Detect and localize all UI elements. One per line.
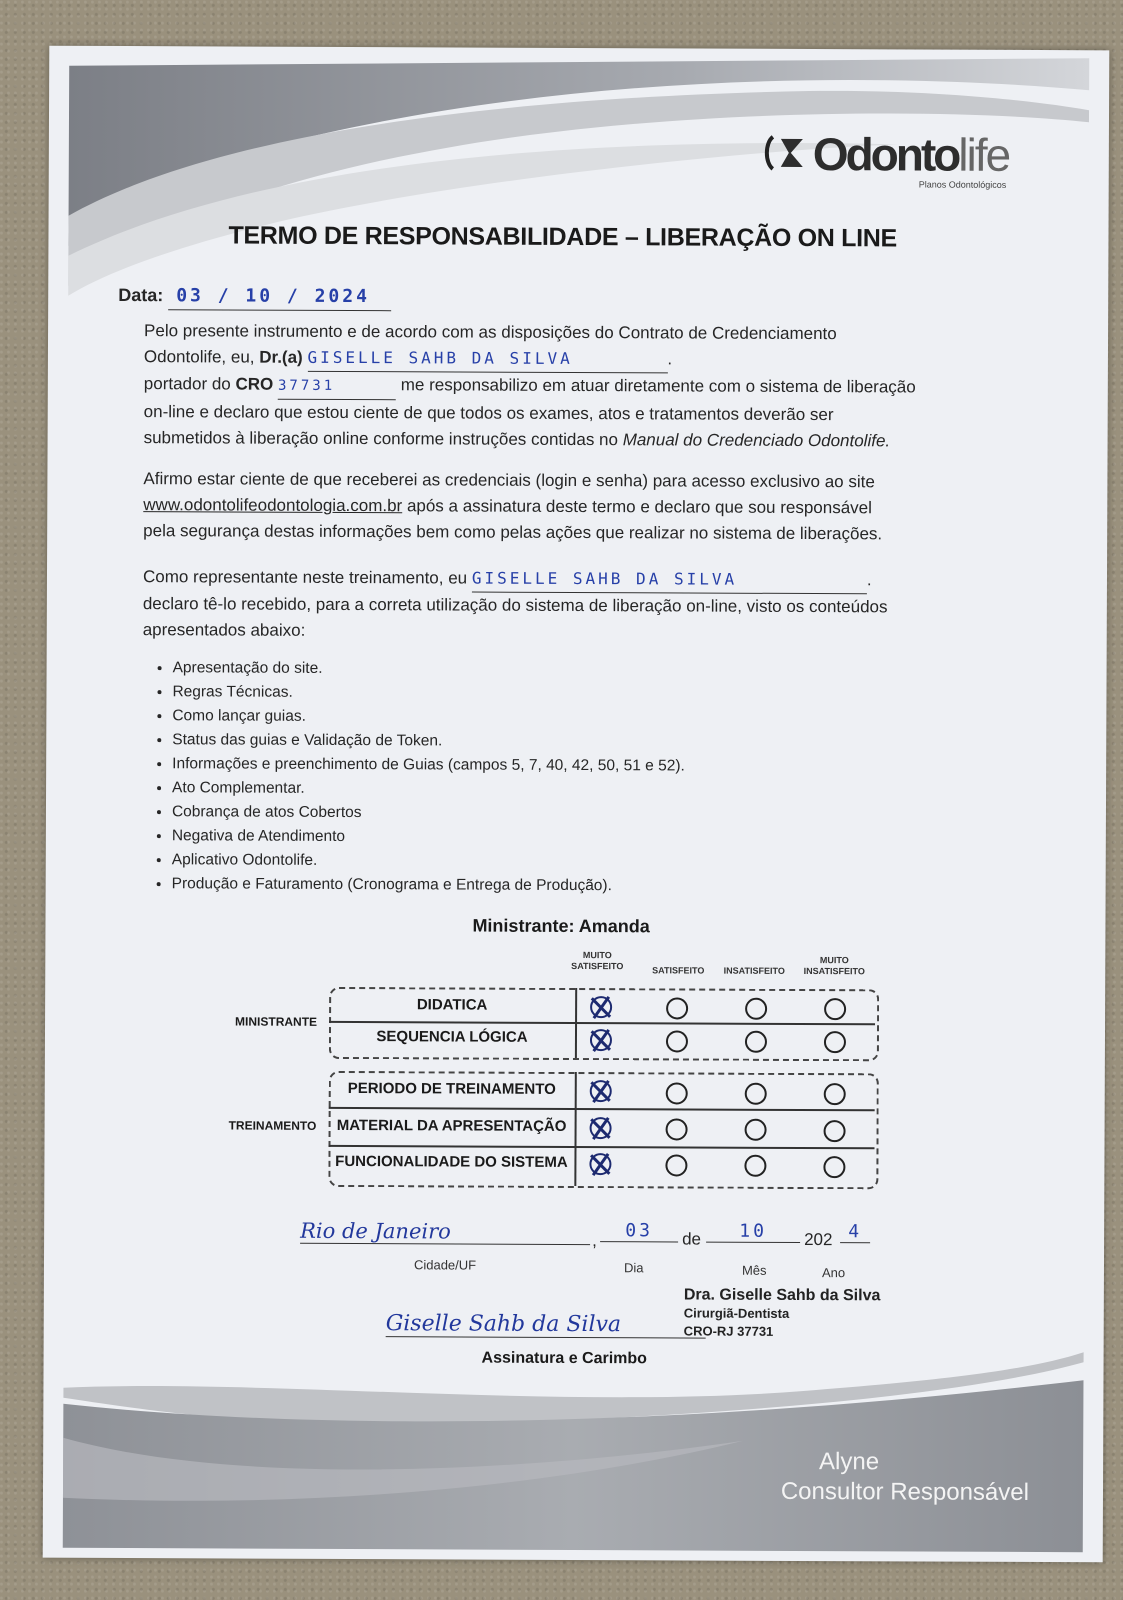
radio-muito-satisfeito-checked[interactable]	[590, 996, 612, 1018]
list-item: • Negativa de Atendimento	[172, 824, 685, 850]
tooth-icon	[763, 133, 807, 173]
row-label: PERIODO DE TREINAMENTO	[347, 1080, 556, 1098]
signature-caption: Assinatura e Carimbo	[481, 1349, 648, 1368]
para1-line4: on-line e declaro que estou ciente de que todos os exames, atos e tratamentos deverão ser	[143, 402, 834, 425]
group-label: TREINAMENTO	[228, 1118, 317, 1133]
month-field: 10	[706, 1221, 800, 1243]
site-link[interactable]: www.odontolifeodontologia.com.br	[143, 495, 403, 516]
radio-insatisfeito[interactable]	[745, 998, 767, 1020]
para2-line2: após a assinatura deste termo e declaro que sou responsável	[406, 496, 872, 518]
list-item: • Ato Complementar.	[172, 776, 685, 802]
radio-insatisfeito[interactable]	[744, 1155, 766, 1177]
list-item: • Aplicativo Odontolife.	[172, 848, 685, 874]
paragraph-credenciamento: Pelo presente instrumento e de acordo com as disposições do Contrato de Credenciamento Odontolife, eu, Dr.(a) GISELLE SAHB DA SILVA . portador do CRO 37731 me responsabilizo em atuar diretamente com o sistema de liberação on-line e declaro que estou ciente de que todos os exames, atos e tratamentos deverão ser submetidos à liberação online conforme instruções contidas no Manual do Credenciado Odontolife.	[144, 318, 1045, 455]
list-item: • Status das guias e Validação de Token.	[172, 728, 685, 754]
radio-muito-satisfeito-checked[interactable]	[590, 1080, 612, 1102]
radio-muito-insatisfeito[interactable]	[823, 1156, 845, 1178]
para2-line1: Afirmo estar ciente de que receberei as credenciais (login e senha) para acesso exclusivo ao site	[143, 469, 875, 492]
column-header: SATISFEITO	[652, 965, 705, 976]
list-item: • Cobrança de atos Cobertos	[172, 800, 685, 826]
consultant-name: Alyne	[819, 1448, 880, 1476]
radio-muito-insatisfeito[interactable]	[824, 1083, 846, 1105]
cro-field: 37731	[278, 373, 396, 401]
comma: ,	[592, 1231, 597, 1251]
page-title: TERMO DE RESPONSABILIDADE – LIBERAÇÃO ON LINE	[228, 221, 898, 253]
radio-satisfeito[interactable]	[666, 997, 688, 1019]
consultant-block	[729, 1447, 1029, 1508]
radio-satisfeito[interactable]	[666, 1118, 688, 1140]
list-item: • Como lançar guias.	[172, 704, 685, 730]
radio-satisfeito[interactable]	[665, 1154, 687, 1176]
radio-insatisfeito[interactable]	[745, 1119, 767, 1141]
caption-month: Mês	[741, 1262, 767, 1278]
row-label: SEQUENCIA LÓGICA	[376, 1028, 528, 1046]
date-line	[118, 282, 391, 311]
caption-year: Ano	[821, 1265, 846, 1281]
para3-line1: Como representante neste treinamento, eu	[142, 567, 468, 588]
radio-muito-satisfeito-checked[interactable]	[590, 1029, 612, 1051]
odontolife-logo	[763, 127, 1033, 198]
para3-line3: apresentados abaixo:	[142, 620, 306, 640]
para1-line3-pre: portador do	[143, 374, 231, 394]
year-prefix: 202	[804, 1229, 833, 1250]
professional-stamp	[684, 1286, 881, 1341]
radio-satisfeito[interactable]	[666, 1082, 688, 1104]
radio-insatisfeito[interactable]	[745, 1031, 767, 1053]
ministrante-heading: Ministrante: Amanda	[472, 915, 650, 937]
radio-muito-insatisfeito[interactable]	[824, 998, 846, 1020]
dr-label: Dr.(a)	[259, 347, 303, 367]
radio-muito-insatisfeito[interactable]	[824, 1031, 846, 1053]
column-header: MUITO INSATISFEITO	[803, 955, 865, 977]
radio-muito-satisfeito-checked[interactable]	[590, 1117, 612, 1139]
radio-satisfeito[interactable]	[666, 1030, 688, 1052]
de-text: de	[682, 1229, 702, 1249]
column-header: INSATISFEITO	[723, 965, 785, 976]
representative-name-field: GISELLE SAHB DA SILVA	[472, 566, 867, 595]
year-field: 4	[840, 1221, 870, 1243]
row-label: DIDATICA	[416, 996, 488, 1014]
para1-line2: Odontolife, eu,	[143, 347, 255, 367]
para3-line2: declaro tê-lo recebido, para a correta utilização do sistema de liberação on-line, visto os conteúdos	[142, 594, 888, 617]
stamp-role: Cirurgiã-Dentista	[683, 1305, 790, 1321]
paragraph-credenciais	[143, 466, 1043, 548]
date-value: 03 / 10 / 2024	[168, 283, 391, 311]
paragraph-treinamento: Como representante neste treinamento, eu GISELLE SAHB DA SILVA . declaro tê-lo recebido, para a correta utilização do sistema de liberação on-line, visto os conteúdos apresentados abaixo:	[143, 564, 1043, 647]
column-divider	[575, 988, 577, 1058]
manual-reference: Manual do Credenciado Odontolife.	[622, 430, 891, 451]
document-page	[43, 46, 1110, 1563]
list-item: • Informações e preenchimento de Guias (campos 5, 7, 40, 42, 50, 51 e 52).	[172, 752, 685, 778]
consultant-role: Consultor Responsável	[780, 1477, 1030, 1506]
row-label: MATERIAL DA APRESENTAÇÃO	[336, 1116, 567, 1135]
list-item: • Apresentação do site.	[173, 656, 686, 682]
para1-line5: submetidos à liberação online conforme instruções contidas no	[143, 428, 619, 450]
stamp-cro: CRO-RJ 37731	[683, 1323, 774, 1339]
caption-city: Cidade/UF	[413, 1257, 477, 1273]
caption-day: Dia	[623, 1260, 644, 1276]
logo-text: Odonto	[812, 128, 959, 181]
day-field: 03	[600, 1220, 678, 1242]
radio-muito-insatisfeito[interactable]	[824, 1120, 846, 1142]
stamp-name: Dra. Giselle Sahb da Silva	[683, 1286, 881, 1305]
list-item: • Produção e Faturamento (Cronograma e Entrega de Produção).	[172, 872, 685, 898]
signature: Giselle Sahb da Silva	[386, 1311, 706, 1338]
para2-line3: pela segurança destas informações bem como pelas ações que realizar no sistema de liberações.	[143, 521, 883, 544]
date-label: Data:	[118, 284, 164, 306]
column-header: MUITO SATISFEITO	[571, 950, 624, 972]
group-label: MINISTRANTE	[235, 1014, 318, 1029]
cro-label: CRO	[235, 374, 274, 394]
list-item: • Regras Técnicas.	[172, 680, 685, 706]
radio-insatisfeito[interactable]	[745, 1083, 767, 1105]
city-field: Rio de Janeiro	[300, 1219, 590, 1245]
dr-name-field: GISELLE SAHB DA SILVA	[307, 345, 667, 374]
topics-list	[150, 656, 686, 898]
row-label: FUNCIONALIDADE DO SISTEMA	[335, 1152, 568, 1171]
para1-line3-post: me responsabilizo em atuar diretamente com o sistema de liberação	[400, 375, 916, 397]
logo-tagline: Planos Odontológicos	[918, 179, 1007, 190]
radio-muito-satisfeito-checked[interactable]	[589, 1153, 611, 1175]
logo-text-life: life	[958, 128, 1010, 181]
para1-line1: Pelo presente instrumento e de acordo com as disposições do Contrato de Credenciamento	[144, 321, 837, 344]
